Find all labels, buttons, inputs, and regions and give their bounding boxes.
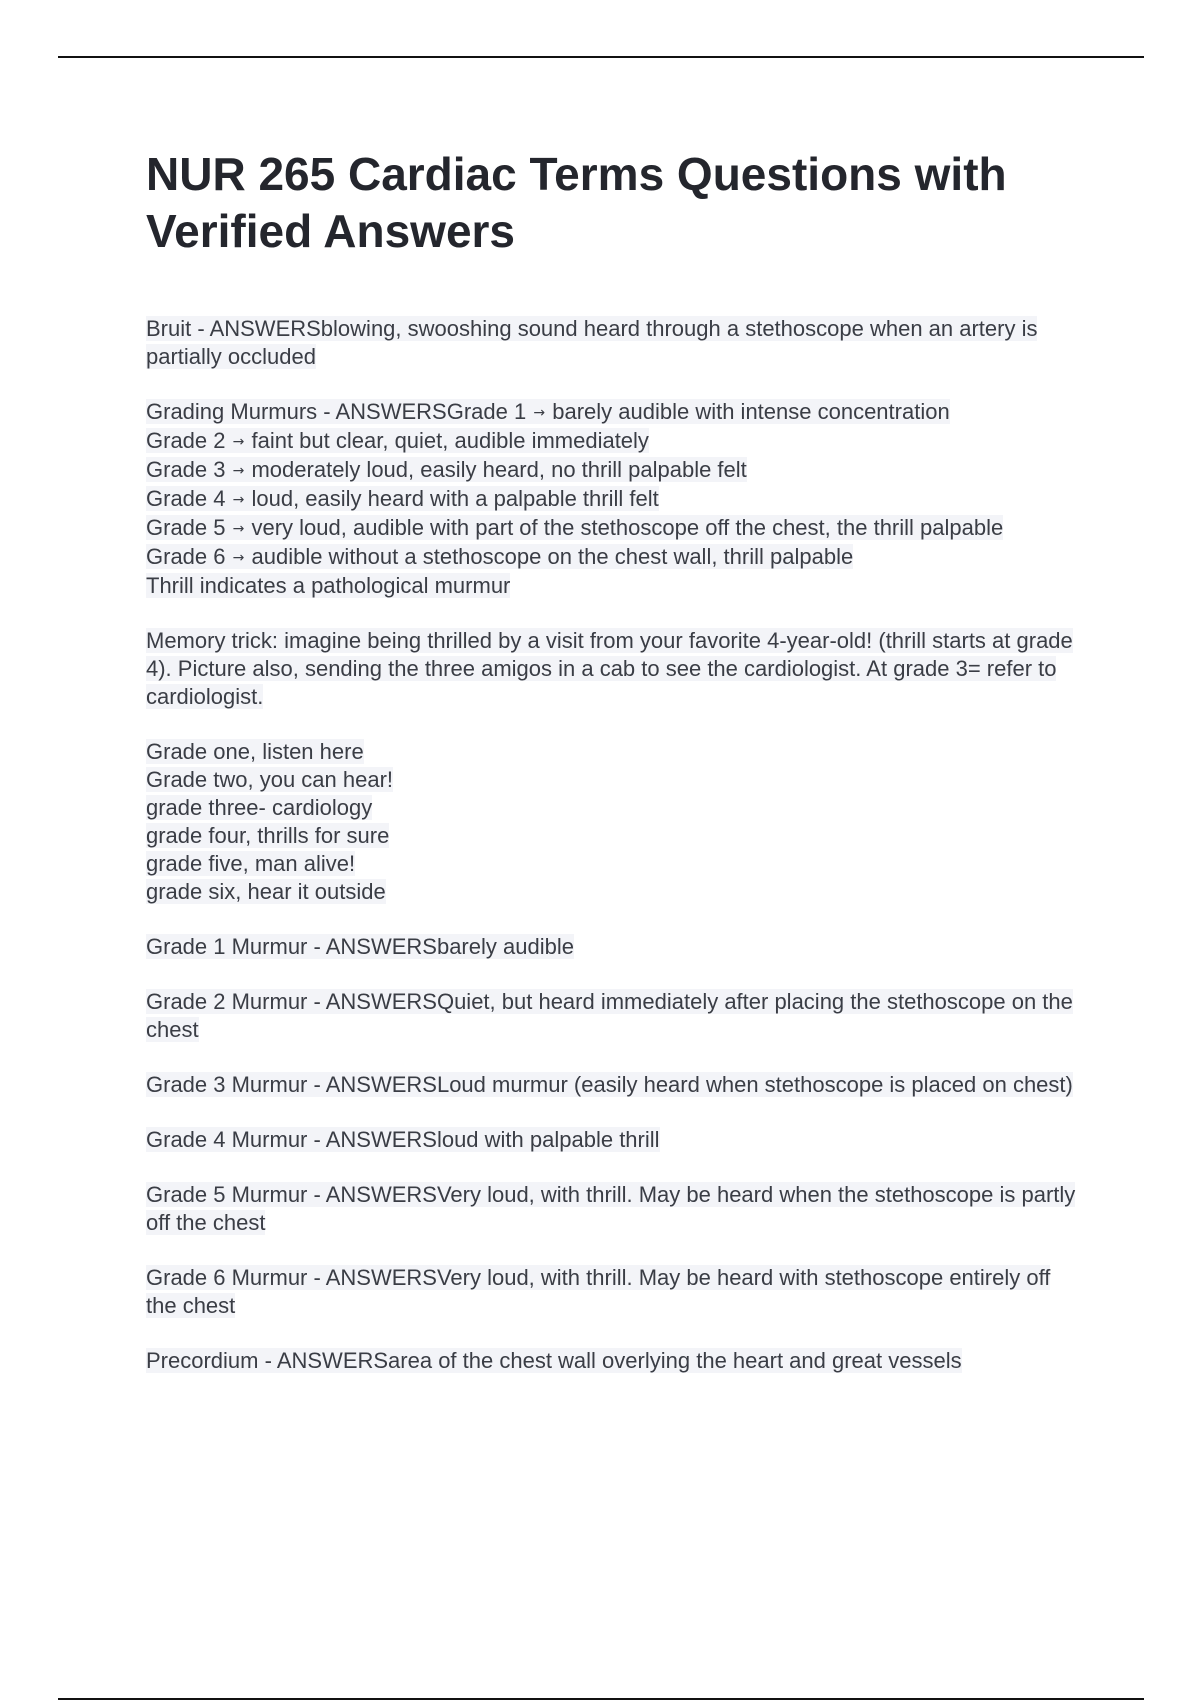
grade-line	[146, 514, 1086, 543]
arrow-icon: →	[533, 405, 546, 421]
entry-text: Grade 4 Murmur - ANSWERSloud with palpable thrill	[146, 1127, 660, 1152]
rhyme-line: grade six, hear it outside	[146, 879, 386, 904]
rhyme-line: grade three- cardiology	[146, 795, 373, 820]
note-text: Thrill indicates a pathological murmur	[146, 573, 511, 598]
grade-line	[146, 398, 1086, 427]
grade-desc: audible without a stethoscope on the chest wall, thrill palpable	[251, 544, 854, 569]
qa-entry-memory-trick	[146, 627, 1086, 711]
entry-text: Bruit - ANSWERSblowing, swooshing sound heard through a stethoscope when an artery is partially occluded	[146, 316, 1038, 369]
rhyme-line: grade four, thrills for sure	[146, 823, 390, 848]
qa-entry-precordium	[146, 1347, 1086, 1375]
qa-entry-grade-3-murmur	[146, 1071, 1086, 1099]
header-rule	[58, 56, 1144, 58]
arrow-icon: →	[232, 463, 245, 479]
grade-line	[146, 543, 1086, 572]
grade-line	[146, 427, 1086, 456]
arrow-icon: →	[232, 492, 245, 508]
arrow-icon: →	[232, 434, 245, 450]
grade-label: Grade 4	[146, 486, 226, 511]
document-body	[146, 146, 1086, 1402]
grade-desc: very loud, audible with part of the stethoscope off the chest, the thrill palpable	[251, 515, 1004, 540]
grade-desc: moderately loud, easily heard, no thrill palpable felt	[251, 457, 747, 482]
rhyme-line: Grade two, you can hear!	[146, 767, 394, 792]
grade-label: Grade 5	[146, 515, 226, 540]
qa-entry-grading-murmurs	[146, 398, 1086, 600]
entry-text: Memory trick: imagine being thrilled by a visit from your favorite 4-year-old! (thrill starts at grade 4). Picture also, sending the three amigos in a cab to see the cardiologist. At grade 3= refer to cardiologist.	[146, 628, 1073, 709]
qa-entry-grade-2-murmur	[146, 988, 1086, 1044]
qa-entry-grade-4-murmur	[146, 1126, 1086, 1154]
grade-note	[146, 572, 1086, 600]
entry-text: Grade 1 Murmur - ANSWERSbarely audible	[146, 934, 574, 959]
rhyme-line: grade five, man alive!	[146, 851, 356, 876]
grading-intro: Grading Murmurs - ANSWERSGrade 1	[146, 399, 527, 424]
qa-entry-grade-6-murmur	[146, 1264, 1086, 1320]
document-title: NUR 265 Cardiac Terms Questions with Verified Answers	[146, 148, 1007, 257]
entry-text: Grade 6 Murmur - ANSWERSVery loud, with thrill. May be heard with stethoscope entirely off the chest	[146, 1265, 1051, 1318]
entry-text: Grade 3 Murmur - ANSWERSLoud murmur (easily heard when stethoscope is placed on chest)	[146, 1072, 1073, 1097]
entry-text: Grade 5 Murmur - ANSWERSVery loud, with thrill. May be heard when the stethoscope is partly off the chest	[146, 1182, 1076, 1235]
grade-label: Grade 6	[146, 544, 226, 569]
grade-desc: barely audible with intense concentration	[552, 399, 950, 424]
qa-entry-bruit	[146, 315, 1086, 371]
grade-label: Grade 3	[146, 457, 226, 482]
entry-text: Grade 2 Murmur - ANSWERSQuiet, but heard immediately after placing the stethoscope on the chest	[146, 989, 1073, 1042]
grade-line	[146, 485, 1086, 514]
grade-desc: faint but clear, quiet, audible immediately	[251, 428, 649, 453]
entry-text: Precordium - ANSWERSarea of the chest wall overlying the heart and great vessels	[146, 1348, 962, 1373]
arrow-icon: →	[232, 521, 245, 537]
arrow-icon: →	[232, 550, 245, 566]
qa-entry-rhyme	[146, 738, 1086, 906]
rhyme-line: Grade one, listen here	[146, 739, 364, 764]
qa-entry-grade-1-murmur	[146, 933, 1086, 961]
qa-entry-grade-5-murmur	[146, 1181, 1086, 1237]
grade-label: Grade 2	[146, 428, 226, 453]
grade-line	[146, 456, 1086, 485]
grade-desc: loud, easily heard with a palpable thrill felt	[251, 486, 659, 511]
qa-list	[146, 315, 1086, 1375]
